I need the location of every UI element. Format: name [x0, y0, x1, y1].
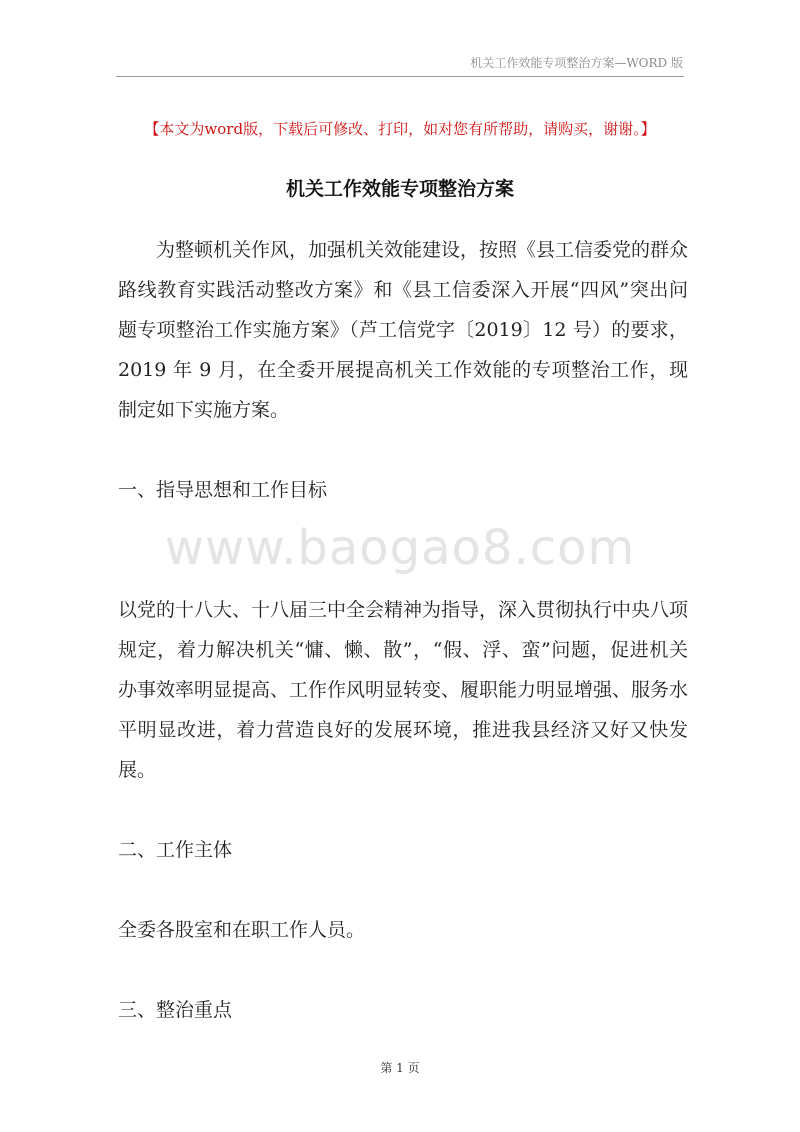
document-body — [118, 230, 688, 1030]
purchase-notice: 【本文为word版，下载后可修改、打印，如对您有所帮助，请购买，谢谢。】 — [144, 120, 656, 138]
section-paragraph-1: 以党的十八大、十八届三中全会精神为指导，深入贯彻执行中央八项规定，着力解决机关“慵、懒、散”，“假、浮、蛮”问题，促进机关办事效率明显提高、工作作风明显转变、履职能力明显增强、服务水平明显改进，着力营造良好的发展环境，推进我县经济又好又快发展。 — [118, 599, 689, 781]
section-paragraph-2: 全委各股室和在职工作人员。 — [118, 919, 366, 941]
section-heading-1: 一、指导思想和工作目标 — [118, 479, 328, 501]
document-title: 机关工作效能专项整治方案 — [285, 178, 514, 200]
section-heading-3: 三、整治重点 — [118, 999, 233, 1021]
watermark-text: www.baogao8.com — [164, 520, 636, 576]
page-number: 第 1 页 — [380, 1061, 420, 1075]
header-title: 机关工作效能专项整治方案—WORD 版 — [470, 56, 683, 70]
intro-paragraph: 为整顿机关作风，加强机关效能建设，按照《县工信委党的群众路线教育实践活动整改方案》和《县工信委深入开展“四风”突出问题专项整治工作实施方案》（芦工信党字〔2019〕12 号）的要求，2019 年 9 月，在全委开展提高机关工作效能的专项整治工作，现制定如下实施方案。 — [118, 239, 689, 421]
section-heading-2: 二、工作主体 — [118, 839, 233, 861]
header-rule — [116, 76, 684, 77]
